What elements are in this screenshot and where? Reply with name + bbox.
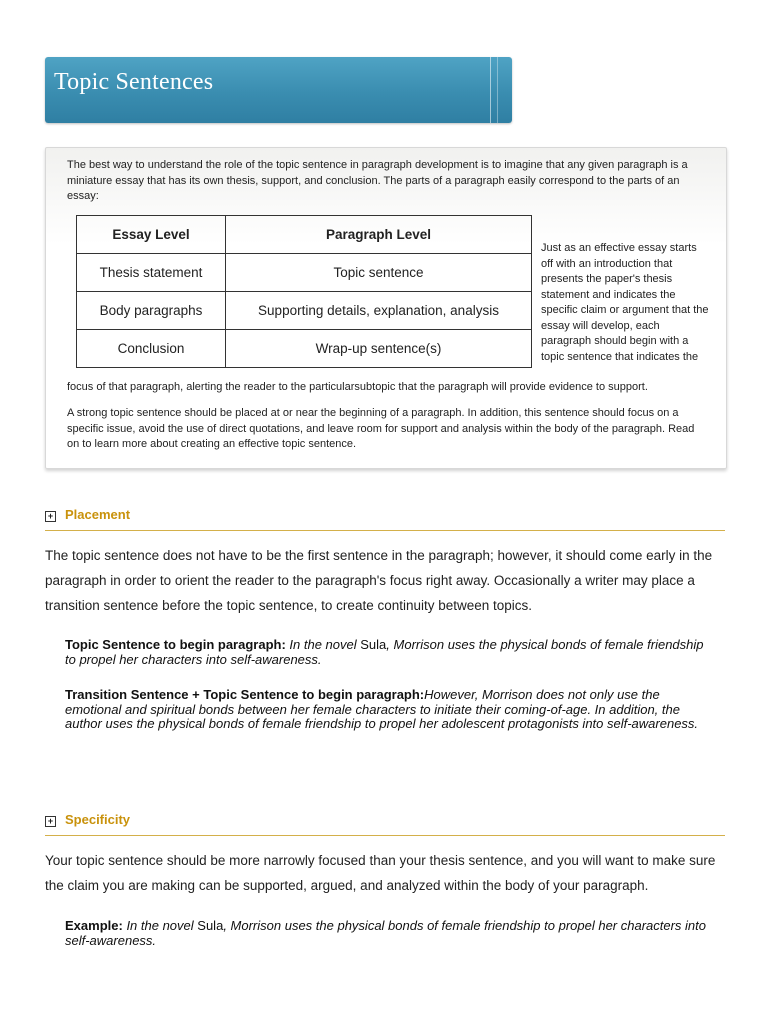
expand-icon[interactable]: + — [45, 816, 56, 827]
example-text: However, Morrison does not only use the emotional and spiritual bonds between her female characters to initiate their coming-of-age. In addition, the author uses the physical bonds of female friendship to propel her adolescent protagonists into self-awareness. — [65, 687, 699, 731]
specificity-example — [65, 919, 710, 948]
placement-example-2 — [65, 688, 710, 732]
table-row — [77, 292, 532, 330]
intro-paragraph-2: A strong topic sentence should be placed at or near the beginning of a paragraph. In addition, this sentence should focus on a specific issue, avoid the use of direct quotations, and leave room for support and analysis within the body of the paragraph. Read on to learn more about creating an effective topic sentence. — [67, 407, 695, 450]
specificity-section-header[interactable] — [45, 809, 725, 836]
example-text-pre: In the novel — [126, 918, 194, 933]
novel-title: Sula — [360, 637, 387, 652]
table-cell: Thesis statement — [77, 254, 226, 292]
example-label: Example: — [65, 918, 123, 933]
novel-title: Sula — [197, 918, 224, 933]
table-cell: Topic sentence — [226, 254, 532, 292]
table-header-row — [77, 216, 532, 254]
expand-icon[interactable]: + — [45, 511, 56, 522]
intro-paragraph: The best way to understand the role of the topic sentence in paragraph development is to imagine that any given paragraph is a miniature essay that has its own thesis, support, and conclusion. The parts of a paragraph easily correspond to the parts of an essay: — [67, 159, 688, 202]
specificity-body: Your topic sentence should be more narrowly focused than your thesis sentence, and you will want to make sure the claim you are making can be supported, argued, and analyzed within the body of your paragraph. — [45, 853, 716, 893]
example-text-pre: In the novel — [289, 637, 357, 652]
placement-example-1 — [65, 638, 710, 667]
table-row — [77, 330, 532, 368]
table-cell: Body paragraphs — [77, 292, 226, 330]
essay-paragraph-table — [76, 215, 532, 368]
banner-divider — [497, 57, 498, 123]
section-heading[interactable]: Placement — [65, 507, 131, 522]
page-title-banner — [45, 57, 512, 123]
table-header-cell: Paragraph Level — [226, 216, 532, 254]
table-cell: Supporting details, explanation, analysis — [226, 292, 532, 330]
table-row — [77, 254, 532, 292]
table-cell: Conclusion — [77, 330, 226, 368]
section-heading[interactable]: Specificity — [65, 812, 131, 827]
banner-divider — [490, 57, 491, 123]
placement-section-header[interactable] — [45, 504, 725, 531]
table-header-cell: Essay Level — [77, 216, 226, 254]
example-label: Topic Sentence to begin paragraph: — [65, 637, 286, 652]
placement-body: The topic sentence does not have to be the first sentence in the paragraph; however, it should come early in the paragraph in order to orient the reader to the paragraph's focus right away. Occasionally a writer may place a transition sentence before the topic sentence, to create continuity between topics. — [45, 548, 713, 613]
example-text-post: , Morrison uses the physical bonds of female friendship to propel her characters into self-awareness. — [65, 637, 704, 667]
example-label: Transition Sentence + Topic Sentence to begin paragraph: — [65, 687, 425, 702]
intro-box — [45, 147, 727, 469]
page-title: Topic Sentences — [54, 69, 214, 95]
table-cell: Wrap-up sentence(s) — [226, 330, 532, 368]
side-paragraph: Just as an effective essay starts off with an introduction that presents the paper's thesis statement and indicates the specific claim or argument that the essay will develop, each paragraph should begin with a topic sentence that indicates the — [541, 242, 709, 363]
side-paragraph-continuation: focus of that paragraph, alerting the reader to the particularsubtopic that the paragraph will provide evidence to support. — [67, 381, 648, 393]
example-text-post: , Morrison uses the physical bonds of female friendship to propel her characters into self-awareness. — [65, 918, 707, 948]
